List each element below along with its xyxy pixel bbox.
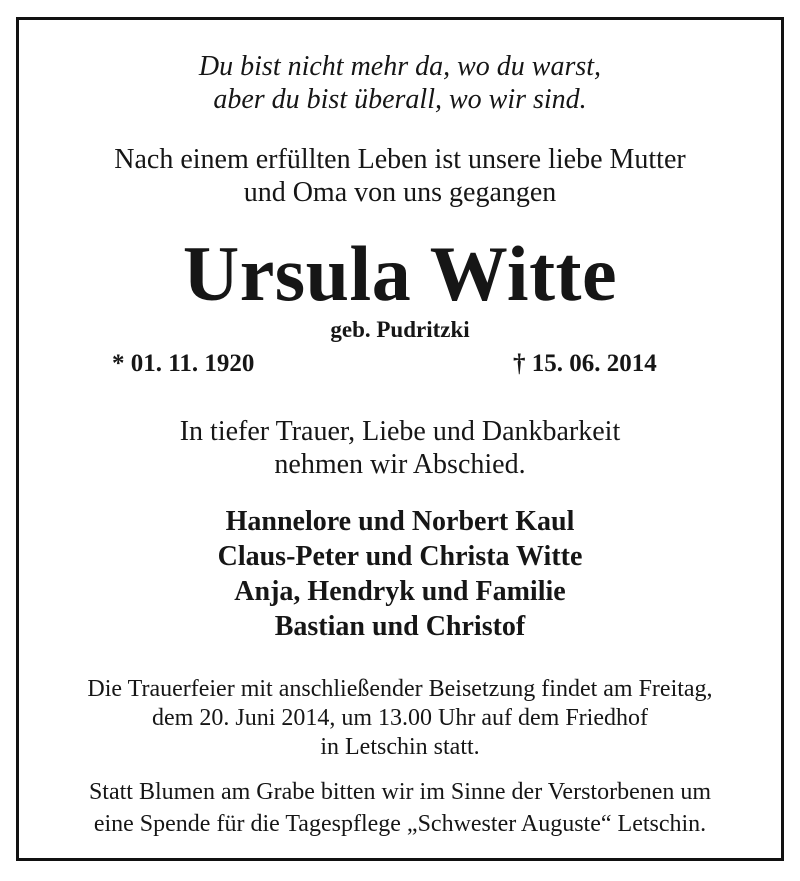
donation-line-1: Statt Blumen am Grabe bitten wir im Sinne der Verstorbenen um <box>88 779 712 805</box>
donation-line-2: eine Spende für die Tagespflege „Schwester Auguste“ Letschin. <box>93 811 707 837</box>
funeral-line-2: dem 20. Juni 2014, um 13.00 Uhr auf dem Friedhof <box>152 705 648 731</box>
funeral-line-1: Die Trauerfeier mit anschließender Beisetzung findet am Freitag, <box>87 676 713 702</box>
motto-line-2: aber du bist überall, wo wir sind. <box>213 84 587 115</box>
funeral-line-3: in Letschin statt. <box>320 734 480 760</box>
deceased-name: Ursula Witte <box>182 230 618 317</box>
family-name-1: Hannelore und Norbert Kaul <box>225 506 575 537</box>
family-name-3: Anja, Hendryk und Familie <box>234 576 566 607</box>
birth-date: * 01. 11. 1920 <box>112 350 255 377</box>
death-date: † 15. 06. 2014 <box>513 350 657 377</box>
motto-line-1: Du bist nicht mehr da, wo du warst, <box>198 51 602 82</box>
birth-name: geb. Pudritzki <box>330 317 470 342</box>
mourning-line-2: nehmen wir Abschied. <box>274 449 526 480</box>
mourning-line-1: In tiefer Trauer, Liebe und Dankbarkeit <box>179 416 621 447</box>
family-name-4: Bastian und Christof <box>274 611 526 642</box>
family-name-2: Claus-Peter und Christa Witte <box>217 541 583 572</box>
intro-line-1: Nach einem erfüllten Leben ist unsere liebe Mutter <box>114 144 686 175</box>
intro-line-2: und Oma von uns gegangen <box>243 177 557 208</box>
